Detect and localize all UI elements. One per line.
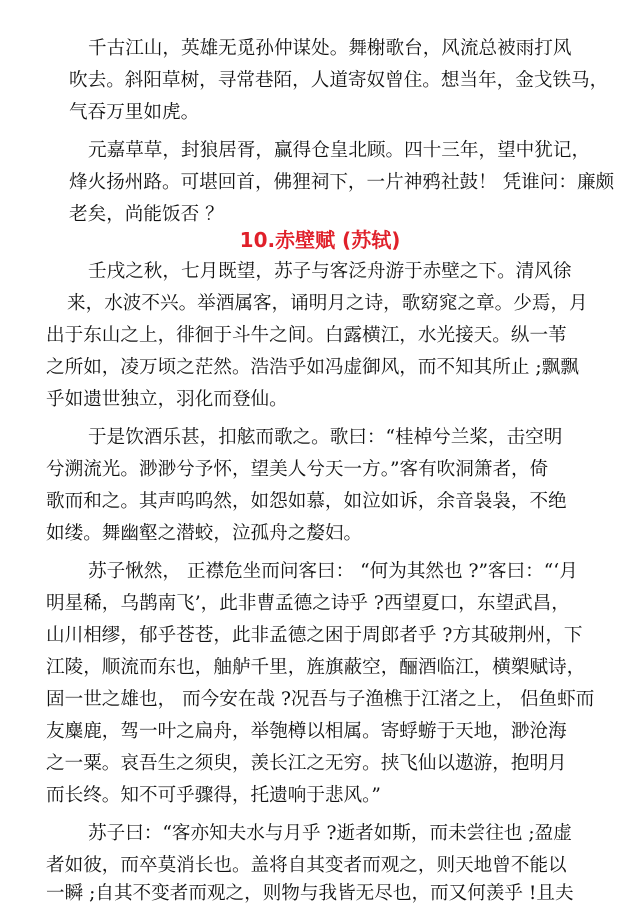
text-line: 乎如遗世独立，羽化而登仙。 (46, 389, 288, 410)
text-line: 歌而和之。其声呜呜然，如怨如慕，如泣如诉，余音袅袅，不绝 (46, 491, 567, 512)
text-line: 者如彼，而卒莫消长也。盖将自其变者而观之，则天地曾不能以 (46, 855, 567, 876)
text-line: 壬戌之秋，七月既望，苏子与客泛舟游于赤壁之下。清风徐 (88, 261, 572, 282)
text-line: 吹去。斜阳草树，寻常巷陌，人道寄奴曾住。想当年，金戈铁马， (69, 70, 609, 91)
text-line: 一瞬 ;自其不变者而观之，则物与我皆无尽也，而又何羡乎 !且夫 (46, 883, 574, 904)
text-line: 苏子愀然， 正襟危坐而问客曰： “何为其然也 ?”客曰：“‘月 (88, 561, 578, 582)
text-line: 来，水波不兴。举酒属客，诵明月之诗，歌窈窕之章。少焉，月 (67, 293, 588, 314)
text-line: 山川相缪，郁乎苍苍，此非孟德之困于周郎者乎 ?方其破荆州，下 (46, 625, 583, 646)
text-line: 出于东山之上，徘徊于斗牛之间。白露横江，水光接天。纵一苇 (46, 325, 567, 346)
text-line: 元嘉草草，封狼居胥，赢得仓皇北顾。四十三年，望中犹记， (88, 140, 591, 161)
text-line: 明星稀，乌鹊南飞’，此非曹孟德之诗乎 ?西望夏口，东望武昌， (46, 593, 570, 614)
text-line: 气吞万里如虎。 (69, 102, 200, 123)
text-line: 而长终。知不可乎骤得，托遗响于悲风。” (46, 785, 381, 806)
text-line: 之所如，凌万顷之茫然。浩浩乎如冯虚御风，而不知其所止 ;飘飘 (46, 357, 579, 378)
section-title: 10.赤壁赋 (苏轼) (239, 228, 401, 252)
text-line: 江陵，顺流而东也，舳舻千里，旌旗蔽空，酾酒临江，横槊赋诗， (46, 657, 586, 678)
text-line: 烽火扬州路。可堪回首，佛狸祠下，一片神鸦社鼓！ 凭谁问：廉颇 (69, 172, 615, 193)
text-line: 兮溯流光。渺渺兮予怀，望美人兮天一方。”客有吹洞箫者，倚 (46, 459, 549, 480)
text-line: 老矣，尚能饭否 ？ (69, 204, 224, 225)
text-line: 友麋鹿，驾一叶之扁舟，举匏樽以相属。寄蜉蝣于天地，渺沧海 (46, 721, 567, 742)
text-line: 千古江山，英雄无觅孙仲谋处。舞榭歌台，风流总被雨打风 (88, 38, 572, 59)
text-line: 之一粟。哀吾生之须臾，羡长江之无穷。挟飞仙以遨游，抱明月 (46, 753, 567, 774)
text-line: 如缕。舞幽壑之潜蛟，泣孤舟之嫠妇。 (46, 523, 363, 544)
text-line: 固一世之雄也， 而今安在哉 ?况吾与子渔樵于江渚之上， 侣鱼虾而 (46, 689, 595, 710)
text-line: 苏子曰：“客亦知夫水与月乎 ?逝者如斯，而未尝往也 ;盈虚 (88, 823, 572, 844)
text-line: 于是饮酒乐甚，扣舷而歌之。歌曰：“桂棹兮兰桨，击空明 (88, 427, 563, 448)
